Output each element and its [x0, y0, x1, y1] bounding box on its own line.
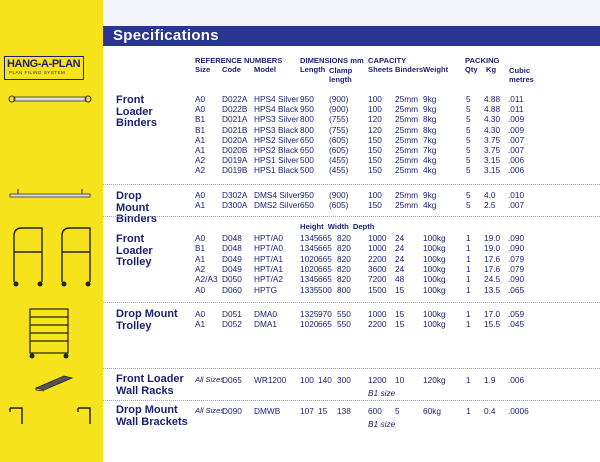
table-cell: A0	[195, 309, 206, 319]
table-cell: HPS2 Black	[254, 145, 299, 155]
table-cell: HPS1 Silver	[254, 155, 299, 166]
table-cell: (900)	[329, 94, 349, 104]
table-cell: 1335	[300, 284, 319, 295]
table-cell: D049	[222, 263, 242, 274]
table-cell: 950	[300, 94, 314, 104]
table-cell: HPS3 Black	[254, 124, 299, 135]
table-cell: .045	[508, 319, 525, 330]
header-size: Size	[195, 65, 211, 74]
table-cell: D019A	[222, 155, 248, 166]
table-cell: 5	[466, 145, 471, 155]
table-cell: 24	[395, 233, 405, 243]
table-cell: 5	[466, 104, 471, 115]
table-cell: 820	[337, 243, 351, 254]
logo-wordmark: HANG-A-PLAN	[7, 58, 81, 70]
table-cell: 100kg	[423, 233, 446, 243]
table-cell: 138	[337, 406, 351, 416]
table-cell: 25mm	[395, 134, 419, 145]
table-cell: D052	[222, 319, 242, 330]
table-cell: 8kg	[423, 114, 437, 125]
table-cell: .007	[508, 200, 525, 211]
table-cell: A0	[195, 233, 206, 243]
table-cell: 500	[318, 284, 332, 295]
product-name-drop-mount-binders: Drop Mount Binders	[116, 190, 157, 225]
table-cell: A1	[195, 253, 206, 264]
table-cell: 1500	[368, 284, 387, 295]
table-cell: 5	[466, 134, 471, 145]
table-cell: 800	[300, 114, 314, 125]
table-cell: D060	[222, 284, 242, 295]
table-cell: 550	[337, 319, 351, 330]
table-cell: 1	[466, 375, 471, 385]
table-cell: 100	[300, 375, 314, 385]
table-cell: HPS2 Silver	[254, 134, 299, 145]
table-cell: B1	[195, 243, 206, 254]
table-cell: 950	[300, 104, 314, 115]
table-cell: .059	[508, 309, 525, 319]
table-cell: 15	[395, 284, 405, 295]
table-cell: 15	[318, 406, 328, 416]
table-cell: 19.0	[484, 233, 501, 243]
table-cell: HPS4 Silver	[254, 94, 299, 104]
table-cell: D050	[222, 274, 242, 285]
table-cell: 100kg	[423, 243, 446, 254]
table-cell: .090	[508, 274, 525, 285]
table-cell: 1345	[300, 274, 319, 285]
brand-logo	[4, 56, 84, 80]
table-cell: .010	[508, 190, 525, 200]
table-cell: 4kg	[423, 200, 437, 211]
table-cell: 1	[466, 274, 471, 285]
table-cell: 600	[368, 406, 382, 416]
table-cell: D051	[222, 309, 242, 319]
table-cell: 650	[300, 134, 314, 145]
header-dimensions: DIMENSIONS mm	[300, 56, 364, 65]
product-name-drop-mount-wall-brackets: Drop Mount Wall Brackets	[116, 404, 188, 428]
table-cell: A1	[195, 145, 206, 155]
table-cell: 550	[337, 309, 351, 319]
table-cell: 1345	[300, 233, 319, 243]
table-cell: 5	[395, 406, 400, 416]
table-cell: 1000	[368, 233, 387, 243]
table-cell: 24.5	[484, 274, 501, 285]
table-cell: (755)	[329, 114, 349, 125]
table-cell: 4kg	[423, 155, 437, 166]
table-cell: 150	[368, 165, 382, 176]
table-cell: 100	[368, 190, 382, 200]
table-cell: (605)	[329, 200, 349, 211]
table-cell: 1	[466, 406, 471, 416]
table-cell: 9kg	[423, 94, 437, 104]
table-cell: A0	[195, 284, 206, 295]
header-binders: Binders	[395, 65, 424, 74]
table-cell: 820	[337, 233, 351, 243]
wall-racks-note: B1 size	[368, 388, 396, 398]
table-cell: A0	[195, 104, 206, 115]
table-cell: .090	[508, 243, 525, 254]
table-cell: 970	[318, 309, 332, 319]
table-cell: 665	[318, 319, 332, 330]
table-cell: 60kg	[423, 406, 441, 416]
table-cell: HPT/A0	[254, 243, 284, 254]
table-cell: A0	[195, 94, 206, 104]
table-cell: 25mm	[395, 124, 419, 135]
table-cell: 820	[337, 253, 351, 264]
table-cell: 150	[368, 200, 382, 211]
table-cell: 3600	[368, 263, 387, 274]
header-ghost-band	[103, 0, 600, 26]
table-cell: (900)	[329, 104, 349, 115]
table-cell: 8kg	[423, 124, 437, 135]
table-cell: A1	[195, 319, 206, 330]
table-cell: 820	[337, 274, 351, 285]
table-cell: 1	[466, 319, 471, 330]
table-cell: .090	[508, 233, 525, 243]
table-cell: 500	[300, 155, 314, 166]
product-name-front-loader-wall-racks: Front Loader Wall Racks	[116, 373, 184, 397]
table-cell: HPS4 Black	[254, 104, 299, 115]
header-length: Length	[300, 65, 326, 74]
table-cell: 17.0	[484, 309, 501, 319]
table-cell: D020A	[222, 134, 248, 145]
header-weight: Weight	[423, 65, 449, 74]
table-cell: 100	[368, 104, 382, 115]
product-name-front-loader-trolley: Front Loader Trolley	[116, 233, 153, 268]
table-cell: 7kg	[423, 134, 437, 145]
table-cell: .006	[508, 375, 525, 385]
table-cell: A2/A3	[195, 274, 218, 285]
table-cell: 1020	[300, 253, 319, 264]
table-cell: 100kg	[423, 319, 446, 330]
table-cell: 24	[395, 253, 405, 264]
table-cell: .065	[508, 284, 525, 295]
section-divider	[103, 400, 600, 401]
section-divider	[103, 302, 600, 303]
table-cell: HPT/A1	[254, 253, 284, 264]
table-cell: 2.5	[484, 200, 496, 211]
table-cell: D022B	[222, 104, 248, 115]
table-cell: 1345	[300, 243, 319, 254]
table-cell: A2	[195, 165, 206, 176]
table-cell: 120	[368, 114, 382, 125]
table-cell: 4.88	[484, 104, 501, 115]
section-divider	[103, 184, 600, 185]
table-cell: 17.6	[484, 253, 501, 264]
table-cell: 2200	[368, 319, 387, 330]
drop-binder-icon	[4, 188, 96, 202]
table-cell: 48	[395, 274, 405, 285]
table-cell: D020B	[222, 145, 248, 155]
table-cell: 17.6	[484, 263, 501, 274]
product-name-front-loader-binders: Front Loader Binders	[116, 94, 157, 129]
table-cell: D021A	[222, 114, 248, 125]
table-cell: HPT/A0	[254, 233, 284, 243]
table-cell: D019B	[222, 165, 248, 176]
table-cell: 25mm	[395, 104, 419, 115]
table-cell: 1	[466, 284, 471, 295]
table-cell: HPS1 Black	[254, 165, 299, 176]
table-cell: .011	[508, 104, 524, 115]
table-cell: 665	[318, 274, 332, 285]
table-cell: 100kg	[423, 284, 446, 295]
table-cell: D065	[222, 375, 242, 385]
table-cell: 150	[368, 155, 382, 166]
table-cell: 3.75	[484, 145, 501, 155]
table-cell: (755)	[329, 124, 349, 135]
table-cell: D048	[222, 243, 242, 254]
header-clamp-length: Clamp length	[329, 66, 353, 84]
table-cell: 820	[337, 263, 351, 274]
table-cell: 5	[466, 190, 471, 200]
section-divider	[103, 368, 600, 369]
table-cell: A0	[195, 190, 206, 200]
table-cell: .006	[508, 165, 525, 176]
table-cell: 24	[395, 243, 405, 254]
table-cell: 1200	[368, 375, 387, 385]
table-cell: 100kg	[423, 253, 446, 264]
table-cell: 665	[318, 243, 332, 254]
table-cell: HPT/A1	[254, 263, 284, 274]
table-cell: 5	[466, 114, 471, 125]
header-reference-numbers: REFERENCE NUMBERS	[195, 56, 283, 65]
table-cell: 150	[368, 145, 382, 155]
table-cell: 1	[466, 233, 471, 243]
table-cell: 1	[466, 309, 471, 319]
table-cell: .009	[508, 124, 525, 135]
section-divider	[103, 216, 600, 217]
table-cell: D048	[222, 233, 242, 243]
table-cell: 25mm	[395, 165, 419, 176]
table-cell: .0006	[508, 406, 529, 416]
table-cell: D302A	[222, 190, 248, 200]
table-cell: A2	[195, 155, 206, 166]
table-cell: HPT/A2	[254, 274, 284, 285]
table-cell: (605)	[329, 134, 349, 145]
table-cell: 100	[368, 94, 382, 104]
table-cell: 4.88	[484, 94, 501, 104]
table-cell: HPS3 Silver	[254, 114, 299, 125]
header-sheets: Sheets	[368, 65, 393, 74]
table-cell: All Sizes	[195, 406, 225, 415]
table-cell: .079	[508, 263, 525, 274]
table-cell: 150	[368, 134, 382, 145]
table-cell: 25mm	[395, 155, 419, 166]
drop-trolley-icon	[24, 305, 74, 361]
table-cell: All Sizes	[195, 375, 225, 384]
table-cell: 15	[395, 319, 405, 330]
table-cell: A2	[195, 263, 206, 274]
table-cell: 24	[395, 263, 405, 274]
table-cell: DMS2 Silver	[254, 200, 301, 211]
table-cell: 10	[395, 375, 405, 385]
wall-rack-icon	[34, 372, 74, 392]
table-cell: 9kg	[423, 104, 437, 115]
table-cell: 800	[300, 124, 314, 135]
table-cell: D022A	[222, 94, 248, 104]
table-cell: 1000	[368, 243, 387, 254]
table-cell: 665	[318, 263, 332, 274]
table-cell: DMS4 Silver	[254, 190, 301, 200]
table-cell: 100kg	[423, 309, 446, 319]
table-cell: DMA1	[254, 319, 278, 330]
table-cell: 500	[300, 165, 314, 176]
table-cell: (900)	[329, 190, 349, 200]
header-cubic-metres: Cubic metres	[509, 66, 534, 84]
table-cell: HPTG	[254, 284, 278, 295]
table-cell: 5	[466, 165, 471, 176]
table-cell: 7200	[368, 274, 387, 285]
table-cell: 13.5	[484, 284, 501, 295]
header-height-width-depth: Height Width Depth	[300, 222, 375, 231]
trolley-icon	[8, 222, 98, 288]
header-capacity: CAPACITY	[368, 56, 407, 65]
table-cell: D300A	[222, 200, 248, 211]
header-code: Code	[222, 65, 241, 74]
wall-bracket-icon	[6, 404, 96, 428]
table-cell: A1	[195, 200, 206, 211]
table-cell: DMA0	[254, 309, 278, 319]
table-cell: 120kg	[423, 375, 446, 385]
table-cell: 650	[300, 200, 314, 211]
table-cell: 19.0	[484, 243, 501, 254]
table-cell: D049	[222, 253, 242, 264]
table-cell: 1000	[368, 309, 387, 319]
header-model: Model	[254, 65, 276, 74]
table-cell: D021B	[222, 124, 248, 135]
table-cell: 5	[466, 200, 471, 211]
table-cell: 5	[466, 94, 471, 104]
table-cell: 665	[318, 233, 332, 243]
table-cell: 950	[300, 190, 314, 200]
table-cell: .006	[508, 155, 525, 166]
table-cell: 1	[466, 253, 471, 264]
table-cell: 25mm	[395, 200, 419, 211]
table-cell: 15	[395, 309, 405, 319]
table-cell: 3.15	[484, 155, 501, 166]
binder-icon	[4, 92, 96, 106]
table-cell: (455)	[329, 155, 349, 166]
table-cell: D090	[222, 406, 242, 416]
table-cell: .007	[508, 145, 525, 155]
table-cell: 2200	[368, 253, 387, 264]
table-cell: 1020	[300, 319, 319, 330]
table-cell: 3.15	[484, 165, 501, 176]
table-cell: 1.9	[484, 375, 496, 385]
table-cell: .011	[508, 94, 524, 104]
table-cell: 100kg	[423, 263, 446, 274]
table-cell: (605)	[329, 145, 349, 155]
table-cell: 4.30	[484, 124, 501, 135]
product-name-drop-mount-trolley: Drop Mount Trolley	[116, 308, 178, 332]
wall-brackets-note: B1 size	[368, 419, 396, 429]
table-cell: 25mm	[395, 190, 419, 200]
table-cell: 25mm	[395, 94, 419, 104]
table-cell: 5	[466, 155, 471, 166]
header-kg: Kg	[486, 65, 497, 74]
table-cell: 4.30	[484, 114, 501, 125]
table-cell: .009	[508, 114, 525, 125]
table-cell: .007	[508, 134, 525, 145]
table-cell: 107	[300, 406, 314, 416]
header-packing: PACKING	[465, 56, 500, 65]
table-cell: 1325	[300, 309, 319, 319]
table-cell: 25mm	[395, 114, 419, 125]
table-cell: 300	[337, 375, 351, 385]
table-cell: 1	[466, 243, 471, 254]
table-cell: 4.0	[484, 190, 496, 200]
table-cell: 100kg	[423, 274, 446, 285]
table-cell: (455)	[329, 165, 349, 176]
table-cell: 140	[318, 375, 332, 385]
page-title: Specifications	[113, 27, 219, 44]
table-cell: 5	[466, 124, 471, 135]
table-cell: 4kg	[423, 165, 437, 176]
table-cell: 650	[300, 145, 314, 155]
table-cell: 800	[337, 284, 351, 295]
table-cell: 1	[466, 263, 471, 274]
table-cell: 120	[368, 124, 382, 135]
table-cell: 665	[318, 253, 332, 264]
table-cell: 25mm	[395, 145, 419, 155]
table-cell: B1	[195, 114, 206, 125]
header-qty: Qty	[465, 65, 478, 74]
logo-tagline: PLAN FILING SYSTEM	[9, 70, 66, 75]
table-cell: 3.75	[484, 134, 501, 145]
table-cell: B1	[195, 124, 206, 135]
table-cell: A1	[195, 134, 206, 145]
table-cell: 9kg	[423, 190, 437, 200]
table-cell: .079	[508, 253, 525, 264]
table-cell: DMWB	[254, 406, 281, 416]
table-cell: 15.5	[484, 319, 501, 330]
table-cell: 0.4	[484, 406, 496, 416]
table-cell: WR1200	[254, 375, 287, 385]
table-cell: 7kg	[423, 145, 437, 155]
table-cell: 1020	[300, 263, 319, 274]
